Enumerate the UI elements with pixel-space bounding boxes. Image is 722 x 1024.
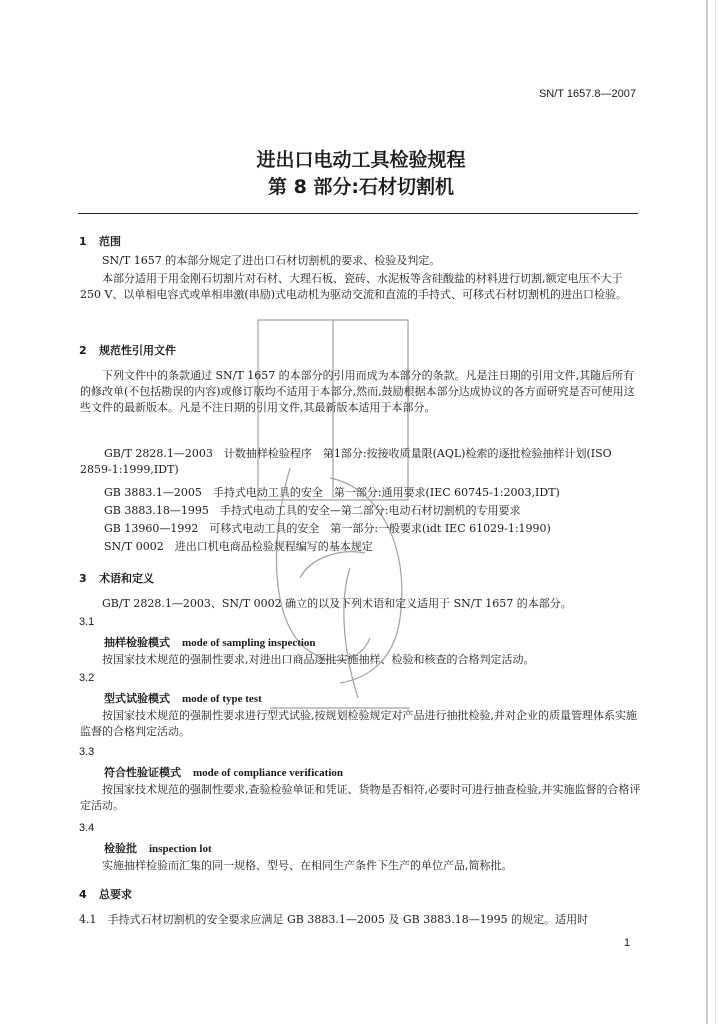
term-definition: 按国家技术规范的强制性要求,查验检验单证和凭证、货物是否相符,必要时可进行抽查检验,并实施监督的合格评定活动。 [80,783,641,812]
term-heading: 型式试验模式 mode of type test [104,692,262,705]
paragraph: GB/T 2828.1—2003、SN/T 0002 确立的以及下列术语和定义适用于 SN/T 1657 的本部分。 [102,597,572,610]
document-title: 进出口电动工具检验规程 [256,149,466,171]
section-heading-normative-references: 2 规范性引用文件 [79,344,176,357]
paragraph: 下列文件中的条款通过 SN/T 1657 的本部分的引用而成为本部分的条款。凡是注日期的引用文件,其随后所有的修改单(不包括勘误的内容)或修订版均不适用于本部分,然而,鼓励根据本部分达成协议的各方面研究是否可使用这些文件的最新版本。凡是不注日期的引用文件,其最新版本适用于本部分。 [80,369,635,414]
paragraph: SN/T 1657 的本部分规定了进出口石材切割机的要求、检验及判定。 [102,254,441,267]
reference-item: GB/T 2828.1—2003 计数抽样检验程序 第1部分:按接收质量限(AQL)检索的逐批检验抽样计划(ISO 2859-1:1999,IDT) [80,447,612,476]
title-divider [78,213,638,214]
paragraph: 本部分适用于用金刚石切割片对石材、大理石板、瓷砖、水泥板等含硅酸盐的材料进行切割,额定电压不大于 250 V、以单相电容式或单相串激(串励)式电动机为驱动交流和直流的手持式、可移式石材切割机的进出口检验。 [80,272,628,301]
term-number: 3.2 [79,672,95,684]
term-definition: 按国家技术规范的强制性要求,对进出口商品逐批实施抽样、检验和核查的合格判定活动。 [102,653,535,666]
term-definition: 按国家技术规范的强制性要求进行型式试验,按规划检验规定对产品进行抽批检验,并对企业的质量管理体系实施监督的合格判定活动。 [80,709,637,738]
term-number: 3.4 [79,822,95,834]
term-heading: 检验批 inspection lot [104,842,212,855]
section-heading-general-requirements: 4 总要求 [79,888,132,901]
section-heading-scope: 1 范围 [79,235,121,248]
document-subtitle: 第 8 部分:石材切割机 [267,176,455,198]
term-number: 3.3 [79,746,95,758]
term-heading: 抽样检验模式 mode of sampling inspection [104,636,316,649]
term-heading: 符合性验证模式 mode of compliance verification [104,766,343,779]
section-heading-terms: 3 术语和定义 [79,572,154,585]
term-number: 3.1 [79,616,95,628]
reference-item: GB 3883.1—2005 手持式电动工具的安全 第一部分:通用要求(IEC 60745-1:2003,IDT) [104,486,560,499]
page-number: 1 [624,937,631,949]
reference-item: GB 3883.18—1995 手持式电动工具的安全—第二部分:电动石材切割机的专用要求 [104,504,521,517]
document-number: SN/T 1657.8—2007 [538,88,636,100]
term-definition: 实施抽样检验而汇集的同一规格、型号、在相同生产条件下生产的单位产品,简称批。 [102,859,513,872]
paragraph: 4.1 手持式石材切割机的安全要求应满足 GB 3883.1—2005 及 GB 3883.18—1995 的规定。适用时 [79,913,589,926]
reference-item: GB 13960—1992 可移式电动工具的安全 第一部分:一般要求(idt IEC 61029-1:1990) [104,522,551,535]
reference-item: SN/T 0002 进出口机电商品检验规程编写的基本规定 [104,540,373,553]
